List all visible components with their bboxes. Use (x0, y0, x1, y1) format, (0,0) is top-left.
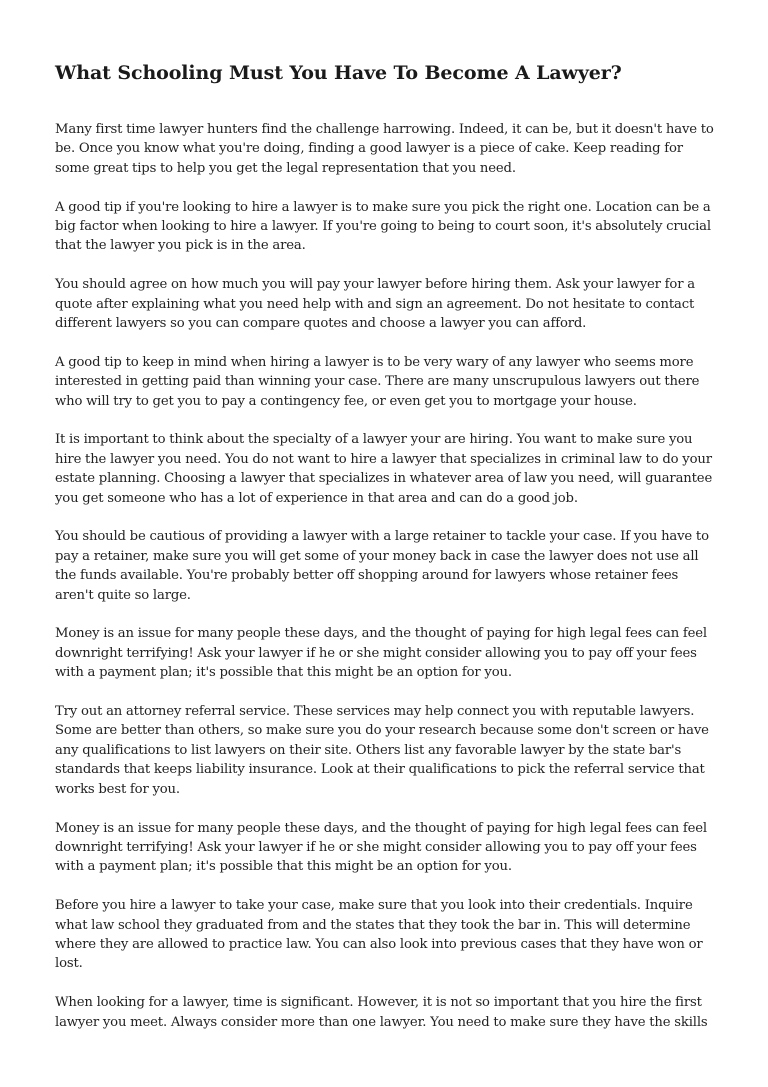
paragraph-4: A good tip to keep in mind when hiring a lawyer is to be very wary of any lawyer who seems more interested in getting paid than winning your case. There are many unscrupulous lawyers out there who will try to get you to pay a contingency fee, or even get you to mortgage your house. (55, 354, 700, 409)
paragraph-8: Try out an attorney referral service. These services may help connect you with reputable lawyers. Some are better than others, so make sure you do your research because some don't screen or have any qualifications to list lawyers on their site. Others list any favorable lawyer by the state bar's standards that keeps liability insurance. Look at their qualifications to pick the referral service that works best for you. (55, 704, 709, 797)
paragraph-9: Money is an issue for many people these days, and the thought of paying for high legal fees can feel downright terrifying! Ask your lawyer if he or she might consider allowing you to pay off your fees with a payment plan; it's possible that this might be an option for you. (55, 820, 707, 875)
paragraph-5: It is important to think about the specialty of a lawyer your are hiring. You want to make sure you hire the lawyer you need. You do not want to hire a lawyer that specializes in criminal law to do your estate planning. Choosing a lawyer that specializes in whatever area of law you need, will guarantee you get someone who has a lot of experience in that area and can do a good job. (55, 432, 713, 506)
document-page (55, 58, 715, 1051)
paragraph-6: You should be cautious of providing a lawyer with a large retainer to tackle your case. If you have to pay a retainer, make sure you will get some of your money back in case the lawyer does not use all the funds available. You're probably better off shopping around for lawyers whose retainer fees aren't quite so large. (55, 529, 709, 603)
document-title: What Schooling Must You Have To Become A Lawyer? (55, 62, 622, 84)
paragraph-2: A good tip if you're looking to hire a lawyer is to make sure you pick the right one. Location can be a big factor when looking to hire a lawyer. If you're going to being to court soon, it's absolutely crucial that the lawyer you pick is in the area. (55, 199, 711, 254)
paragraph-3: You should agree on how much you will pay your lawyer before hiring them. Ask your lawyer for a quote after explaining what you need help with and sign an agreement. Do not hesitate to contact different lawyers so you can compare quotes and choose a lawyer you can afford. (55, 277, 695, 332)
paragraph-11: When looking for a lawyer, time is significant. However, it is not so important that you hire the first lawyer you meet. Always consider more than one lawyer. You need to make sure they have the skills (55, 995, 708, 1030)
paragraph-7: Money is an issue for many people these days, and the thought of paying for high legal fees can feel downright terrifying! Ask your lawyer if he or she might consider allowing you to pay off your fees with a payment plan; it's possible that this might be an option for you. (55, 626, 707, 681)
paragraph-1: Many first time lawyer hunters find the challenge harrowing. Indeed, it can be, but it doesn't have to be. Once you know what you're doing, finding a good lawyer is a piece of cake. Keep reading for some great tips to help you get the legal representation that you need. (55, 122, 714, 176)
paragraph-10: Before you hire a lawyer to take your case, make sure that you look into their credentials. Inquire what law school they graduated from and the states that they took the bar in. This will determine where they are allowed to practice law. You can also look into previous cases that they have won or lost. (55, 898, 703, 972)
